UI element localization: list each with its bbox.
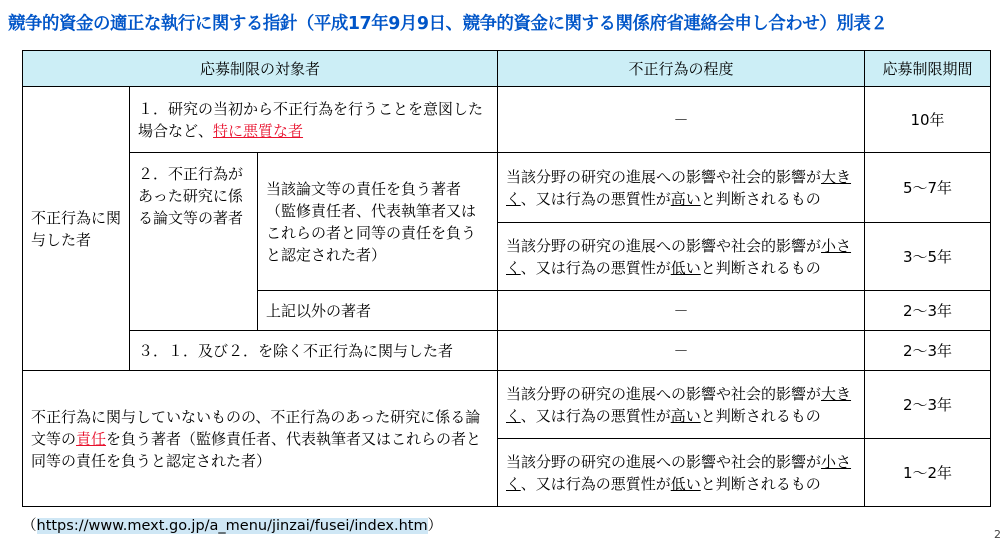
row2-other-degree: － [498,291,865,331]
row2-label: ２．不正行為があった研究に係る論文等の著者 [130,153,258,331]
header-period: 応募制限期間 [865,51,991,87]
emphasis-text: 特に悪質な者 [213,121,304,140]
emphasis-text: 責任 [76,429,107,448]
row3-label: ３．１．及び２．を除く不正行為に関与した者 [130,331,498,371]
row2-high-period: 5～7年 [865,153,991,223]
row2-low-degree: 当該分野の研究の進展への影響や社会的影響が小さく、又は行為の悪質性が低いと判断されるもの [498,223,865,291]
row2-other-label: 上記以外の著者 [258,291,498,331]
table-row [23,87,991,153]
row3-period: 2～3年 [865,331,991,371]
header-row [23,51,991,87]
table-row [23,153,991,223]
restriction-table [22,50,991,507]
page-number: 2 [994,528,1001,541]
source-citation: （https://www.mext.go.jp/a_menu/jinzai/fusei/index.htm） [22,518,443,534]
row1-period: 10年 [865,87,991,153]
header-target: 応募制限の対象者 [23,51,498,87]
source-url[interactable]: https://www.mext.go.jp/a_menu/jinzai/fusei/index.htm [36,518,428,534]
group1-label: 不正行為に関与した者 [23,87,130,371]
group2-high-degree: 当該分野の研究の進展への影響や社会的影響が大きく、又は行為の悪質性が高いと判断されるもの [498,371,865,439]
row2-low-period: 3～5年 [865,223,991,291]
group2-high-period: 2～3年 [865,371,991,439]
table-row [23,371,991,439]
row1-degree: － [498,87,865,153]
row2-other-period: 2～3年 [865,291,991,331]
group2-low-period: 1～2年 [865,439,991,507]
group2-target: 不正行為に関与していないものの、不正行為のあった研究に係る論文等の責任を負う著者（監修責任者、代表執筆者又はこれらの者と同等の責任を負うと認定された者） [23,371,498,507]
header-degree: 不正行為の程度 [498,51,865,87]
table-row [23,331,991,371]
row1-target: １．研究の当初から不正行為を行うことを意図した場合など、特に悪質な者 [130,87,498,153]
row2-high-degree: 当該分野の研究の進展への影響や社会的影響が大きく、又は行為の悪質性が高いと判断されるもの [498,153,865,223]
row3-degree: － [498,331,865,371]
row2-responsible: 当該論文等の責任を負う著者（監修責任者、代表執筆者又はこれらの者と同等の責任を負うと認定された者） [258,153,498,291]
page-title: 競争的資金の適正な執行に関する指針（平成17年9月9日、競争的資金に関する関係府省連絡会申し合わせ）別表２ [8,14,888,34]
group2-low-degree: 当該分野の研究の進展への影響や社会的影響が小さく、又は行為の悪質性が低いと判断されるもの [498,439,865,507]
